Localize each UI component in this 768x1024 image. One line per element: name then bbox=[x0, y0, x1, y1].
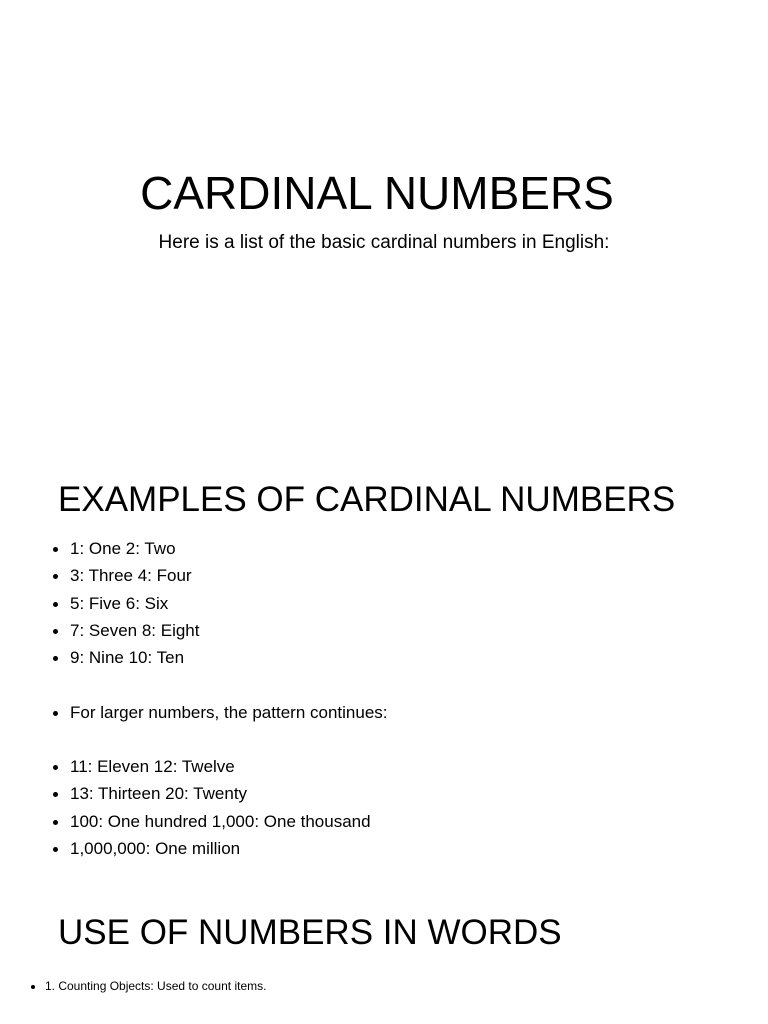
page-title: CARDINAL NUMBERS bbox=[140, 167, 614, 219]
page-intro: Here is a list of the basic cardinal numbers in English: bbox=[158, 232, 610, 253]
list-item: 9: Nine 10: Ten bbox=[0, 644, 199, 671]
pattern-note-list bbox=[0, 699, 388, 726]
list-item: 5: Five 6: Six bbox=[0, 590, 199, 617]
list-item: 1,000,000: One million bbox=[0, 835, 371, 862]
list-item: 13: Thirteen 20: Twenty bbox=[0, 780, 371, 807]
basic-numbers-list bbox=[0, 535, 199, 671]
list-item: 3: Three 4: Four bbox=[0, 562, 199, 589]
list-item: 100: One hundred 1,000: One thousand bbox=[0, 808, 371, 835]
larger-numbers-list bbox=[0, 753, 371, 862]
list-item: 1: One 2: Two bbox=[0, 535, 199, 562]
usage-heading: USE OF NUMBERS IN WORDS bbox=[58, 913, 562, 952]
list-item: 7: Seven 8: Eight bbox=[0, 617, 199, 644]
examples-heading: EXAMPLES OF CARDINAL NUMBERS bbox=[58, 480, 676, 519]
list-item: 11: Eleven 12: Twelve bbox=[0, 753, 371, 780]
list-item: 1. Counting Objects: Used to count items. bbox=[0, 978, 266, 994]
usage-list bbox=[0, 978, 266, 994]
list-item: For larger numbers, the pattern continues: bbox=[0, 699, 388, 726]
